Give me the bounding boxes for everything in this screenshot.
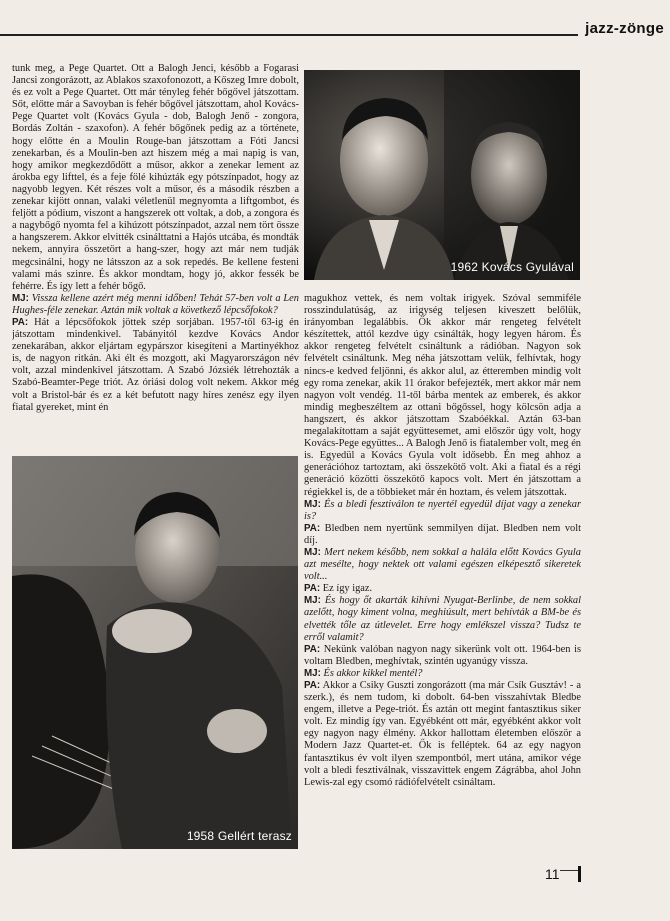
- article-column-right: [304, 293, 581, 853]
- photo-caption-1958: 1958 Gellért terasz: [186, 829, 292, 843]
- photo-bassist-illustration: [12, 456, 298, 849]
- interviewee-answer: [304, 523, 581, 547]
- interviewer-question: [304, 547, 581, 583]
- interviewer-question: [12, 293, 299, 317]
- page-number-rule: [560, 870, 578, 871]
- paragraph-text: Hát a lépcsőfokok jöttek szép sorjában. 1957-től 63-ig én játszottam mindenkivel. Tabányitól kezdve Kovács Andor zenekarában, akkor eljártam egypárszor kisegíteni a Martinyékhoz is, de nagyon ritkán. Aki élt és mozgott, aki Magyarországon név volt, azzal mindenkivel játszottam. A Szabó Józsiék létrehozták a Szabó-Beamter-Pege triót. Az óriási dolog volt nekem. Akkor még volt a Bristol-bár és ez a két befutott nagy híres zenész egy ilyen fiatal gyereket, mint én: [12, 316, 299, 413]
- interviewee-answer: [12, 317, 299, 414]
- paragraph-text: Mert nekem később, nem sokkal a halála előtt Kovács Gyula azt mesélte, hogy nektek ott valami egészen elképesztő sikeretek volt...: [304, 546, 581, 583]
- paragraph: [304, 293, 581, 499]
- speaker-label: PA:: [12, 316, 29, 328]
- interviewee-answer: [304, 583, 581, 595]
- paragraph-text: Ez így igaz.: [322, 583, 373, 595]
- speaker-label: MJ:: [304, 546, 321, 558]
- paragraph-text: És a bledi fesztiválon te nyertél egyedül díjat vagy a zenekar is?: [304, 498, 581, 522]
- page-number: 11: [545, 866, 560, 882]
- paragraph-text: Bledben nem nyertünk semmilyen díjat. Bledben nem volt díj.: [304, 522, 581, 546]
- header-rule: [0, 34, 578, 36]
- speaker-label: PA:: [304, 522, 321, 534]
- paragraph-text: Vissza kellene azért még menni időben! Tehát 57-ben volt a Len Hughes-féle zenekar. Aztán mik voltak a következő lépcsőfokok?: [12, 292, 299, 316]
- paragraph-text: És hogy őt akarták kihívni Nyugat-Berlinbe, de nem sokkal azelőtt, hogy kiment volna, meghiúsult, mert behívták a BM-be és elvették tőle az útlevelet. Erre hogy emlékszel vissza? Tudsz te erről valamit?: [304, 595, 581, 643]
- paragraph-text: tunk meg, a Pege Quartet. Ott a Balogh Jenci, később a Fogarasi Jancsi zongorázott, az Ablakos szaxofonozott, a Kőszeg Imre dobolt, és ez volt a Pege Quartet. Ott már tényleg fehér bőgővel játszottam. Sőt, előtte már a Savoyban is fehér bőgővel játszottam, ahol Kovács-Pege Quartet volt (Kovács Gyula - dob, Balogh Jenő - zongora, Bordás Zoltán - szaxofon). A fehér bőgőnek pedig az a története, hogy előtte én a Moulin Rouge-ban játszottam a Fóti Jancsi zenekarban, és a Moulin-ben azt hiszem még a mai napig is van, hogy amikor megkezdődött a műsor, akkor a zenekar lement az árokba egy lifttel, és a feje fölé kihúzták egy pótszínpadot, hogy az nagyobb legyen. Két részes volt a műsor, és a második részben a zenekar kijött onnan, valaki véletlenül megnyomta a liftgombot, és feljött a pódium, viszont a hangszerek ott voltak, a dob, a zongora és a nagybőgő nyomta fel a kihúzott pótszínpadot, azzal nem tört össze a hangszerem. Akkor elvitték csinálttatni a Hajós utcába, és mondták nekem, annyira összetört a hang-szer, hogy azt már nem tudják megcsinálni, hogy ne látsszon az a sok repedés. Be kellene festeni valami más szinre. És akkor mondtam, hogy jó, akkor fessék be fehérre. És így lett a fehér bőgő.: [12, 63, 299, 292]
- interviewee-answer: [304, 680, 581, 789]
- paragraph: [12, 63, 299, 293]
- article-column-left: [12, 63, 299, 453]
- speaker-label: PA:: [304, 583, 321, 595]
- speaker-label: MJ:: [12, 292, 29, 304]
- paragraph-text: Akkor a Csiky Guszti zongorázott (ma már Csík Gusztáv! - a szerk.), és nem tudom, ki dobolt. 64-ben visszahívtak Bledbe engem, illetve a Pege-triót. És aztán ott megint fantasztikus siker volt. Ez mindig így van. Egyébként ott már, egyébként akkor volt egy nagyon nagy élmény. Akkor hallottam életemben először a Modern Jazz Quartet-et. Ők is felléptek. 64 az egy nagyon fantasztikus év volt ilyen szempontból, mert utána, amikor vége volt a bledi fesztiválnak, visszavittek engem Zágrábba, ahol John Lewis-zal egy csomó rádiófelvételt csináltam.: [304, 680, 581, 788]
- section-title: jazz-zönge: [585, 20, 664, 37]
- paragraph-text: Nekünk valóban nagyon nagy sikerünk volt ott. 1964-ben is voltam Bledben, meghívtak, szintén ugyanúgy vissza.: [304, 643, 581, 667]
- photo-two-men-illustration: [304, 70, 580, 280]
- photo-1962-kovacs-gyula: [304, 70, 580, 280]
- photo-caption-1962: 1962 Kovács Gyulával: [450, 260, 574, 274]
- speaker-label: PA:: [304, 680, 321, 691]
- photo-1958-gellert-terasz: [12, 456, 298, 849]
- speaker-label: MJ:: [304, 595, 321, 607]
- page-number-bar: [578, 866, 581, 882]
- interviewer-question: [304, 595, 581, 643]
- interviewer-question: [304, 499, 581, 523]
- speaker-label: MJ:: [304, 498, 321, 510]
- interviewee-answer: [304, 644, 581, 668]
- paragraph-text: magukhoz vettek, és nem voltak irigyek. Szóval semmiféle rosszindulatúság, az irigység teljesen kiveszett belőlük, irányomban legalábbis. Ők akkor már rengeteg felvételt készítettek, attól kezdve úgy csinálták, hogy legyen három. És akkor rengeteg felvételt csináltunk a rádióban. Nagyon sok felvételt csináltunk. Meg néha játszottam velük, felhívtak, hogy nincs-e kedved feljönni, és akkor alul, az étteremben mindig volt egy roma zenekar, akik 11 órakor befejezték, mert akkor már nem nagyon volt vendég. 11-től bárba mentek az emberek, és akkor mindig megbeszéltem az ottani bőgőssel, hogy kölcsön adja a hangszert, és akkor játszottam Szabóékkal. Aztán 63-ban megalakítottam a saját együttesemet, ami először úgy volt, hogy Kovács-Pege együttes... A Balogh Jenő is fiatalember volt, meg én is. Egyedül a Kovács Gyula volt idősebb. Én meg ahhoz a generációhoz tartoztam, aki összekötő volt. Aki a fiatal és a régi generáció közötti összekötő kapocs volt. Mert én játszottam a régiekkel is, de a többieket már én hoztam, és velem játszottak.: [304, 293, 581, 498]
- speaker-label: MJ:: [304, 667, 321, 679]
- speaker-label: PA:: [304, 643, 321, 655]
- paragraph-text: És akkor kikkel mentél?: [323, 667, 423, 679]
- interviewer-question: [304, 668, 581, 680]
